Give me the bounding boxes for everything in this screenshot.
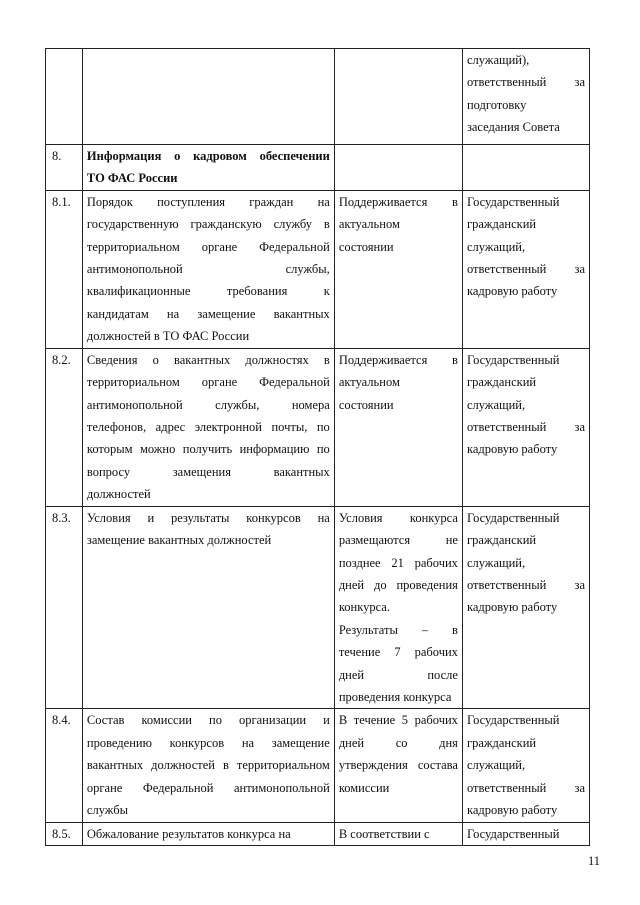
name-cell: [82, 49, 334, 145]
table-row: [46, 145, 590, 191]
responsible-cell: [462, 190, 589, 348]
cell-line: дней со дня: [338, 735, 458, 750]
responsible-cell: [462, 49, 589, 145]
cell-line: антимонопольной службы,: [86, 262, 330, 277]
name-cell: [82, 822, 334, 845]
table-row: [46, 348, 590, 506]
cell-line: Состав комиссии по организации и: [86, 713, 330, 728]
cell-line: течение 7 рабочих: [338, 645, 458, 660]
term-cell: [334, 145, 462, 191]
cell-line: должностей в ТО ФАС России: [86, 329, 250, 344]
term-cell: [334, 190, 462, 348]
cell-line: антимонопольной службы, номера: [86, 397, 330, 412]
cell-line: Условия конкурса: [338, 510, 458, 525]
term-cell: [334, 709, 462, 822]
cell-line: органе Федеральной антимонопольной: [86, 780, 330, 795]
cell-line: Информация о кадровом обеспечении: [86, 149, 330, 163]
cell-line: ответственный за: [466, 420, 585, 435]
cell-line: службы: [86, 803, 129, 818]
cell-line: гражданский: [466, 533, 537, 548]
cell-line: служащий),: [466, 53, 530, 67]
cell-line: актуальном: [338, 375, 400, 390]
cell-line: дней до проведения: [338, 578, 458, 593]
cell-line: гражданский: [466, 217, 537, 232]
cell-line: территориальном органе Федеральной: [86, 375, 330, 390]
cell-line: Поддерживается в: [338, 352, 458, 367]
row-number: [46, 49, 83, 145]
cell-line: утверждения состава: [338, 758, 458, 773]
cell-line: состоянии: [338, 239, 394, 254]
table-row: [46, 506, 590, 709]
cell-line: гражданский: [466, 735, 537, 750]
cell-line: Государственный: [466, 510, 560, 525]
cell-line: квалификационные требования к: [86, 284, 330, 299]
cell-line: Государственный: [466, 713, 560, 728]
cell-line: позднее 21 рабочих: [338, 555, 458, 570]
cell-line: ответственный за: [466, 780, 585, 795]
row-number: 8.2.: [46, 348, 83, 506]
page-number: 11: [588, 854, 601, 868]
name-cell: [82, 709, 334, 822]
cell-line: вакантных должностей в территориальном: [86, 758, 330, 773]
row-number: 8.1.: [46, 190, 83, 348]
responsible-cell: [462, 145, 589, 191]
cell-line: заседания Совета: [466, 120, 560, 135]
row-number: 8.3.: [46, 506, 83, 709]
term-cell: [334, 348, 462, 506]
cell-line: должностей: [86, 487, 151, 502]
cell-line: служащий,: [466, 239, 526, 254]
cell-line: кадровую работу: [466, 803, 558, 818]
table-row: [46, 709, 590, 822]
table-row: [46, 822, 590, 845]
cell-line: кадровую работу: [466, 284, 558, 299]
name-cell: [82, 348, 334, 506]
row-number: 8.5.: [46, 822, 83, 845]
cell-line: ответственный за: [466, 578, 585, 593]
cell-line: Сведения о вакантных должностях в: [86, 352, 330, 367]
cell-line: кадровую работу: [466, 442, 558, 457]
cell-line: актуальном: [338, 217, 400, 232]
table-body: [46, 49, 590, 846]
cell-line: Государственный: [466, 352, 560, 367]
table-row: [46, 49, 590, 145]
cell-line: служащий,: [466, 758, 526, 773]
term-cell: [334, 506, 462, 709]
cell-line: Условия и результаты конкурсов на: [86, 510, 330, 525]
cell-line: замещение вакантных должностей: [86, 533, 272, 548]
cell-line: проведению конкурсов на замещение: [86, 735, 330, 750]
cell-line: комиссии: [338, 780, 390, 795]
row-number: 8.4.: [46, 709, 83, 822]
responsible-cell: [462, 506, 589, 709]
cell-line: В течение 5 рабочих: [338, 713, 458, 728]
cell-line: ТО ФАС России: [86, 171, 178, 186]
name-cell: [82, 506, 334, 709]
cell-line: кадровую работу: [466, 600, 558, 615]
responsible-cell: [462, 709, 589, 822]
cell-line: состоянии: [338, 397, 394, 412]
responsible-cell: [462, 822, 589, 845]
responsible-cell: [462, 348, 589, 506]
cell-line: Результаты – в: [338, 622, 458, 637]
cell-line: дней после: [338, 667, 458, 682]
cell-line: кандидатам на замещение вакантных: [86, 306, 330, 321]
cell-line: служащий,: [466, 555, 526, 570]
cell-line: гражданский: [466, 375, 537, 390]
cell-line: Поддерживается в: [338, 194, 458, 209]
name-cell: [82, 145, 334, 191]
term-cell: [334, 49, 462, 145]
cell-line: Государственный: [466, 826, 560, 841]
table-row: [46, 190, 590, 348]
cell-line: проведения конкурса: [338, 690, 452, 705]
cell-line: конкурса.: [338, 600, 390, 615]
cell-line: Обжалование результатов конкурса на: [86, 826, 291, 841]
name-cell: [82, 190, 334, 348]
cell-line: ответственный за: [466, 75, 585, 90]
cell-line: телефонов, адрес электронной почты, по: [86, 420, 330, 435]
cell-line: государственную гражданскую службу в: [86, 217, 330, 232]
cell-line: ответственный за: [466, 262, 585, 277]
cell-line: служащий,: [466, 397, 526, 412]
cell-line: Порядок поступления граждан на: [86, 194, 330, 209]
cell-line: Государственный: [466, 194, 560, 209]
cell-line: территориальном органе Федеральной: [86, 239, 330, 254]
cell-line: вопросу замещения вакантных: [86, 464, 330, 479]
term-cell: [334, 822, 462, 845]
row-number: 8.: [46, 145, 83, 191]
cell-line: размещаются не: [338, 533, 458, 548]
cell-line: подготовку: [466, 97, 527, 112]
cell-line: которым можно получить информацию по: [86, 442, 330, 457]
cell-line: В соответствии с: [338, 826, 430, 841]
document-table: [45, 48, 590, 846]
